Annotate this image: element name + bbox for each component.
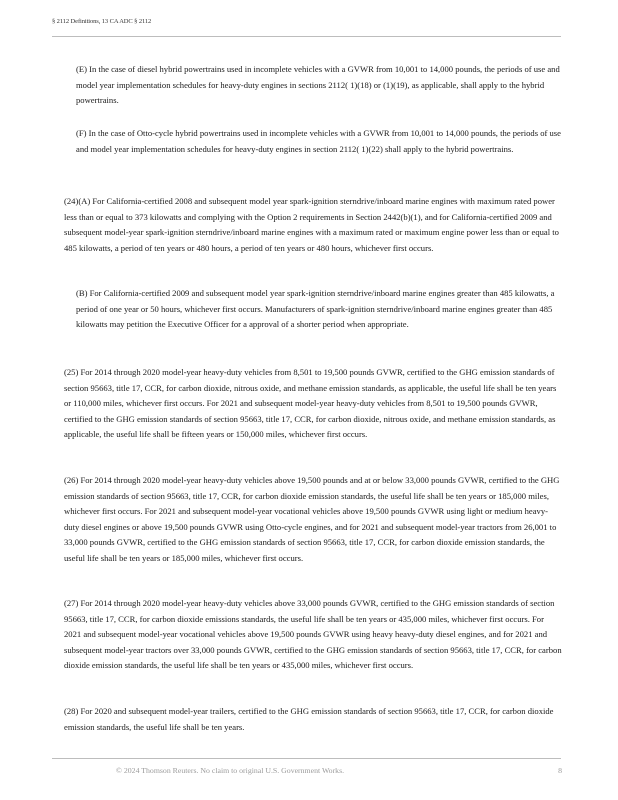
footer-divider — [52, 758, 561, 759]
header-divider — [52, 36, 561, 37]
footer-copyright: © 2024 Thomson Reuters. No claim to original U.S. Government Works. — [116, 766, 345, 775]
paragraph-25: (25) For 2014 through 2020 model-year heavy-duty vehicles from 8,501 to 19,500 pounds GVWR, certified to the GHG emission standards of section 95663, title 17, CCR, for carbon dioxide, nitrous oxide, and methane emission standards, as applicable, the useful life shall be ten years or 110,000 miles, whichever first occurs. For 2021 and subsequent model-year heavy-duty vehicles from 8,501 to 19,500 pounds GVWR, certified to the GHG emission standards of section 95663, title 17, CCR, for carbon dioxide, nitrous oxide, and methane emission standards, as applicable, the useful life shall be fifteen years or 150,000 miles, whichever first occurs. — [64, 367, 557, 440]
paragraph-27: (27) For 2014 through 2020 model-year heavy-duty vehicles above 33,000 pounds GVWR, certified to the GHG emission standards of section 95663, title 17, CCR, for carbon dioxide emissions standards, the useful life shall be ten years or 435,000 miles, whichever first occurs. For 2021 and subsequent model-year vocational vehicles above 19,500 pounds GVWR using heavy heavy-duty diesel engines, and for 2021 and subsequent model-year tractors over 33,000 pounds GVWR, certified to the GHG emission standards of section 95663, title 17, CCR, for carbon dioxide emission standards, the useful life shall be ten years or 435,000 miles, whichever first occurs. — [64, 598, 562, 671]
paragraph-28: (28) For 2020 and subsequent model-year trailers, certified to the GHG emission standards of section 95663, title 17, CCR, for carbon dioxide emission standards, the useful life shall be ten years. — [64, 706, 554, 732]
paragraph-24a: (24)(A) For California-certified 2008 and subsequent model year spark-ignition sterndrive/inboard marine engines with maximum rated power less than or equal to 373 kilowatts and complying with the Option 2 requirements in Section 2442(b)(1), and for California-certified 2009 and subsequent model-year spark-ignition sterndrive/inboard marine engines with a maximum rated or maximum engine power less than or equal to 485 kilowatts, a period of ten years or 480 hours, a period of ten years or 480 hours, whichever first occurs. — [64, 196, 559, 253]
paragraph-26: (26) For 2014 through 2020 model-year heavy-duty vehicles above 19,500 pounds and at or below 33,000 pounds GVWR, certified to the GHG emission standards of section 95663, title 17, CCR, for carbon dioxide emission standards, the useful life shall be ten years or 185,000 miles, whichever first occurs. For 2021 and subsequent model-year vocational vehicles above 19,500 pounds GVWR using light or medium heavy-duty diesel engines or above 19,500 pounds GVWR using Otto-cycle engines, and for 2021 and subsequent model-year tractors from 26,001 to 33,000 pounds GVWR, certified to the GHG emission standards of section 95663, title 17, CCR, for carbon dioxide emission standards, the useful life shall be ten years or 185,000 miles, whichever first occurs. — [64, 475, 560, 563]
page-number: 8 — [558, 766, 562, 775]
paragraph-24b: (B) For California-certified 2009 and subsequent model year spark-ignition sterndrive/inboard marine engines greater than 485 kilowatts, a period of one year or 50 hours, whichever first occurs. Manufacturers of spark-ignition sterndrive/inboard marine engines greater than 485 kilowatts may petition the Executive Officer for a approval of a shorter period when appropriate. — [76, 288, 555, 330]
running-head: § 2112 Definitions, 13 CA ADC § 2112 — [52, 18, 152, 25]
paragraph-subsection-f: (F) In the case of Otto-cycle hybrid powertrains used in incomplete vehicles with a GVWR from 10,001 to 14,000 pounds, the periods of use and model year implementation schedules for heavy-duty engines in section 2112( 1)(22) shall apply to the hybrid powertrains. — [76, 128, 561, 154]
paragraph-subsection-e: (E) In the case of diesel hybrid powertrains used in incomplete vehicles with a GVWR from 10,001 to 14,000 pounds, the periods of use and model year implementation schedules for heavy-duty engines in sections 2112( 1)(18) or (1)(19), as applicable, shall apply to the hybrid powertrains. — [76, 64, 560, 106]
